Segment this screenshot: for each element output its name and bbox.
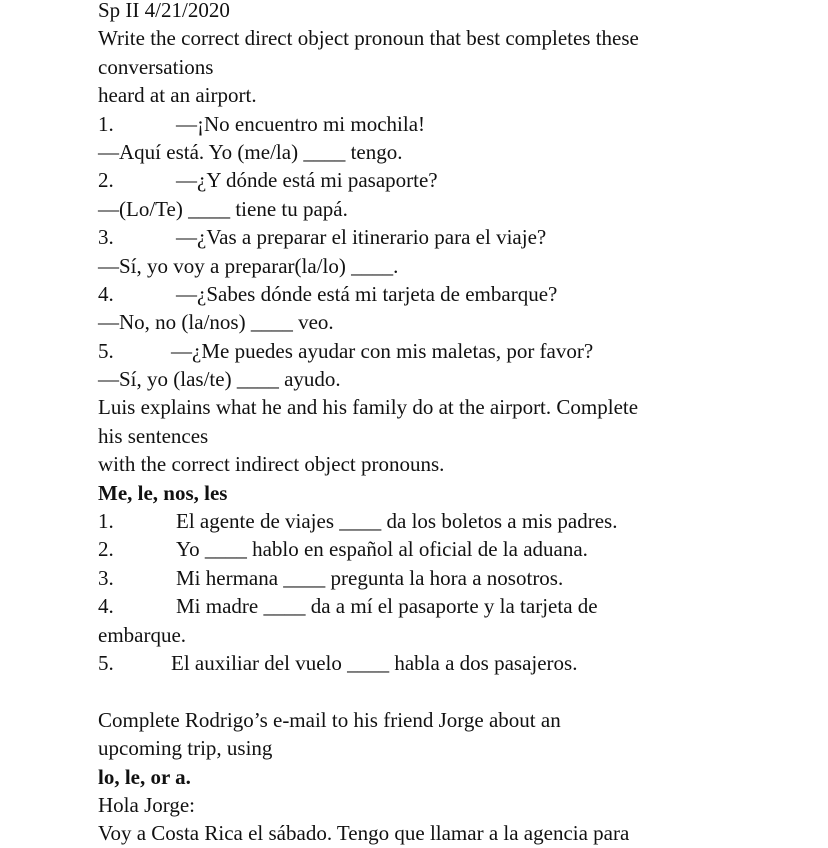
item-number: 5. [98,338,114,363]
sentence-item [98,592,788,620]
conversation-question [98,337,788,365]
question-text: —¿Sabes dónde está mi tarjeta de embarque? [176,281,558,306]
conversation-answer: —(Lo/Te) ____ tiene tu papá. [98,196,348,221]
sentence-item [98,507,788,535]
conversation-answer: —Sí, yo voy a preparar(la/lo) ____. [98,253,399,278]
spacer [98,677,788,705]
question-text: —¿Me puedes ayudar con mis maletas, por favor? [171,338,594,363]
item-number: 2. [98,537,114,562]
worksheet-page [98,0,788,848]
sentence-text: Mi hermana ____ pregunta la hora a nosotros. [176,565,564,590]
section3-word-bank: lo, le, or a. [98,764,191,789]
question-text: —¡No encuentro mi mochila! [176,111,426,136]
item-number: 5. [98,650,114,675]
item-number: 1. [98,509,114,534]
sentence-text: El auxiliar del vuelo ____ habla a dos pasajeros. [171,650,578,675]
section2-instruction: Luis explains what he and his family do at the airport. Complete [98,395,639,420]
sentence-item [98,649,788,677]
conversation-question [98,110,788,138]
email-body-partial: Voy a Costa Rica el sábado. Tengo que llamar a la agencia para [98,821,630,846]
conversation-answer: —Sí, yo (las/te) ____ ayudo. [98,367,341,392]
item-number: 4. [98,281,114,306]
section1-instruction: Write the correct direct object pronoun that best completes these [98,26,639,51]
section2-instruction: with the correct indirect object pronouns. [98,452,445,477]
question-text: —¿Vas a preparar el itinerario para el viaje? [176,225,547,250]
sentence-continuation: embarque. [98,622,187,647]
section3-instruction: Complete Rodrigo’s e-mail to his friend Jorge about an [98,707,561,732]
conversation-question [98,280,788,308]
item-number: 4. [98,594,114,619]
sentence-text: El agente de viajes ____ da los boletos a mis padres. [176,509,618,534]
question-text: —¿Y dónde está mi pasaporte? [176,168,438,193]
item-number: 3. [98,225,114,250]
section1-instruction: conversations [98,54,214,79]
conversation-question [98,166,788,194]
section2-instruction: his sentences [98,423,209,448]
sentence-text: Yo ____ hablo en español al oficial de la aduana. [176,537,588,562]
conversation-answer: —Aquí está. Yo (me/la) ____ tengo. [98,139,403,164]
item-number: 2. [98,168,114,193]
section3-instruction: upcoming trip, using [98,736,273,761]
sentence-text: Mi madre ____ da a mí el pasaporte y la tarjeta de [176,594,598,619]
header-date: Sp II 4/21/2020 [98,0,230,22]
item-number: 3. [98,565,114,590]
sentence-item [98,535,788,563]
conversation-question [98,223,788,251]
email-greeting: Hola Jorge: [98,792,196,817]
sentence-item [98,564,788,592]
section1-instruction: heard at an airport. [98,83,257,108]
conversation-answer: —No, no (la/nos) ____ veo. [98,310,334,335]
item-number: 1. [98,111,114,136]
section2-word-bank: Me, le, nos, les [98,480,228,505]
